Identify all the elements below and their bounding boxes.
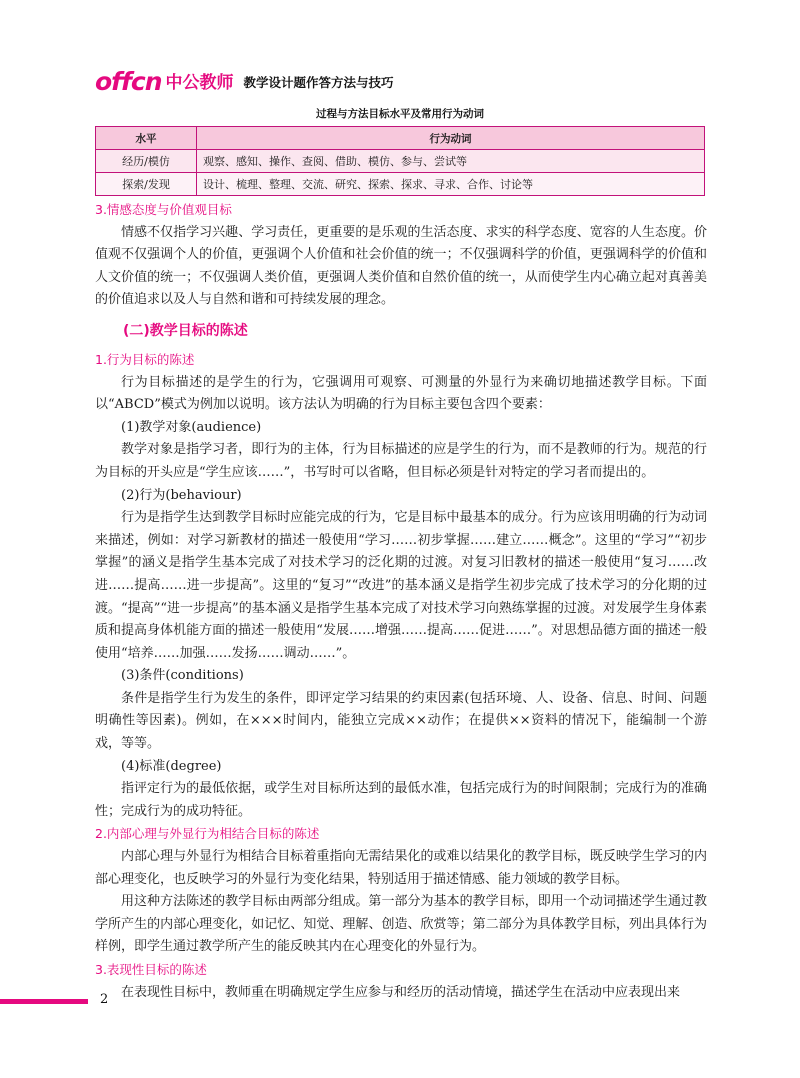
paragraph: 行为目标描述的是学生的行为，它强调用可观察、可测量的外显行为来确切地描述教学目标。下面以“ABCD”模式为例加以说明。该方法认为明确的行为目标主要包含四个要素： (95, 374, 707, 413)
table-row (96, 150, 705, 173)
item-behaviour: (2)行为(behaviour) (121, 487, 242, 503)
column-header-level: 水平 (96, 127, 197, 150)
item-degree: (4)标准(degree) (121, 758, 222, 774)
paragraph: 在表现性目标中，教师重在明确规定学生应参与和经历的活动情境，描述学生在活动中应表现出来 (121, 984, 681, 1000)
item-audience: (1)教学对象(audience) (121, 419, 262, 435)
paragraph: 教学对象是指学习者，即行为的主体，行为目标描述的应是学生的行为，而不是教师的行为。规范的行为目标的开头应是“学生应该……”，书写时可以省略，但目标必须是针对特定的学习者而提出的。 (95, 442, 707, 480)
paragraph: 指评定行为的最低依据，或学生对目标所达到的最低水准，包括完成行为的时间限制；完成行为的准确性；完成行为的成功特征。 (95, 781, 707, 819)
level-cell: 探索/发现 (96, 173, 197, 196)
footer-accent-bar (0, 999, 88, 1004)
main-content (95, 199, 707, 1004)
item-conditions: (3)条件(conditions) (121, 668, 244, 684)
page-number: 2 (100, 992, 109, 1007)
subheading-behavioral-objectives: 1.行为目标的陈述 (95, 351, 195, 367)
table-title: 过程与方法目标水平及常用行为动词 (316, 108, 484, 120)
subheading-emotion-values: 3.情感态度与价值观目标 (95, 202, 232, 217)
book-title: 教学设计题作答方法与技巧 (243, 75, 394, 90)
paragraph: 条件是指学生行为发生的条件，即评定学习结果的约束因素(包括环境、人、设备、信息、时间、问题明确性等因素)。例如，在×××时间内，能独立完成××动作；在提供××资料的情况下，能编制一个游戏，等等。 (95, 690, 707, 752)
section-heading-objective-statement: (二)教学目标的陈述 (123, 322, 248, 339)
page-header (95, 66, 394, 94)
table-header-row (96, 127, 705, 150)
logo-wordmark: offcn (95, 67, 162, 96)
process-method-verbs-table (95, 126, 705, 196)
table-row (96, 173, 705, 196)
verbs-cell: 设计、梳理、整理、交流、研究、探索、探求、寻求、合作、讨论等 (197, 173, 705, 196)
paragraph: 行为是指学生达到教学目标时应能完成的行为，它是目标中最基本的成分。行为应该用明确的行为动词来描述，例如：对学习新教材的描述一般使用“学习……初步掌握……建立……概念”。这里的“学习”“初步掌握”的涵义是指学生基本完成了对技术学习的泛化期的过渡。对复习旧教材的描述一般使用“复习……改进……提高……进一步提高”。这里的“复习”“改进”的基本涵义是指学生初步完成了技术学习的分化期的过渡。“提高”“进一步提高”的基本涵义是指学生基本完成了对技术学习向熟练掌握的过渡。对发展学生身体素质和提高身体机能方面的描述一般使用“发展……增强……提高……促进……”。对思想品德方面的描述一般使用“培养……加强……发扬……调动……”。 (95, 510, 707, 661)
offcn-logo (95, 66, 234, 94)
column-header-verbs: 行为动词 (197, 127, 705, 150)
logo-chinese-name: 中公教师 (165, 73, 234, 93)
paragraph: 用这种方法陈述的教学目标由两部分组成。第一部分为基本的教学目标，即用一个动词描述学生通过教学所产生的内部心理变化，如记忆、知觉、理解、创造、欣赏等；第二部分为具体教学目标，列出具体行为样例，即学生通过教学所产生的能反映其内在心理变化的外显行为。 (95, 894, 707, 955)
verbs-cell: 观察、感知、操作、查阅、借助、模仿、参与、尝试等 (197, 150, 705, 173)
subheading-internal-external: 2.内部心理与外显行为相结合目标的陈述 (95, 826, 320, 842)
paragraph: 情感不仅指学习兴趣、学习责任，更重要的是乐观的生活态度、求实的科学态度、宽容的人生态度。价值观不仅强调个人的价值，更强调个人价值和社会价值的统一；不仅强调科学的价值，更强调科学的价值和人文价值的统一；不仅强调人类价值，更强调人类价值和自然价值的统一，从而使学生内心确立起对真善美的价值追求以及人与自然和谐和可持续发展的理念。 (95, 224, 707, 308)
paragraph: 内部心理与外显行为相结合目标着重指向无需结果化的或难以结果化的教学目标，既反映学生学习的内部心理变化，也反映学习的外显行为变化结果，特别适用于描述情感、能力领域的教学目标。 (95, 849, 707, 887)
level-cell: 经历/模仿 (96, 150, 197, 173)
subheading-expressive-objectives: 3.表现性目标的陈述 (95, 962, 207, 977)
